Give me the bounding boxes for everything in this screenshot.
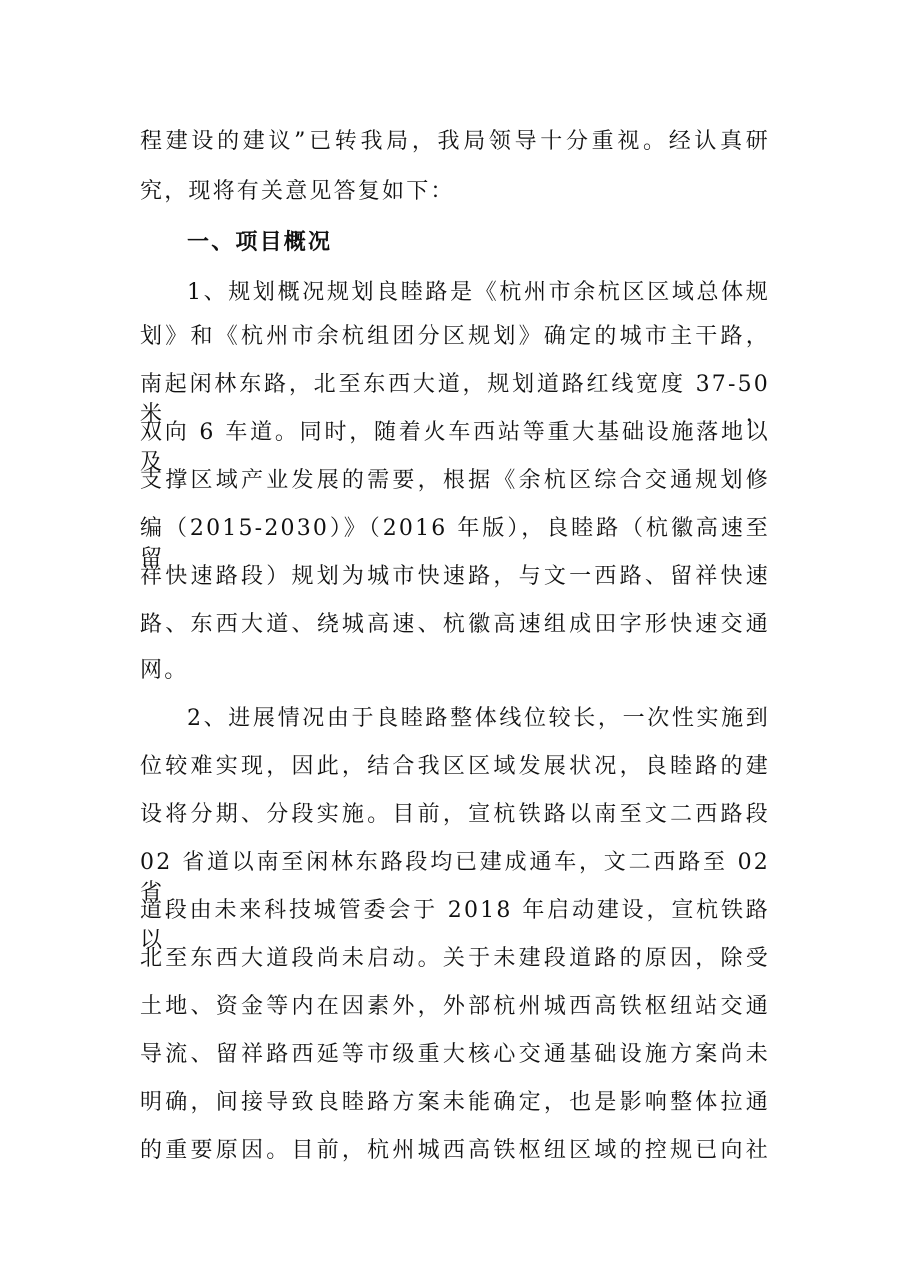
- text-line-19: 土地、资金等内在因素外，外部杭州城西高铁枢纽站交通: [140, 994, 770, 1019]
- text-line-10: 祥快速路段）规划为城市快速路，与文一西路、留祥快速: [140, 564, 770, 589]
- text-line-18: 北至东西大道段尚未启动。关于未建段道路的原因，除受: [140, 946, 770, 971]
- text-line-20: 导流、留祥路西延等市级重大核心交通基础设施方案尚未: [140, 1042, 770, 1067]
- text-line-8: 支撑区域产业发展的需要，根据《余杭区综合交通规划修: [140, 468, 770, 493]
- text-line-6: 南起闲林东路，北至东西大道，规划道路红线宽度 37-50 米，: [140, 372, 770, 427]
- text-line-7: 双向 6 车道。同时，随着火车西站等重大基础设施落地以及: [140, 420, 770, 475]
- text-line-9: 编（2015-2030）》（2016 年版），良睦路（杭徽高速至留: [140, 516, 770, 571]
- text-line-16: 02 省道以南至闲林东路段均已建成通车，文二西路至 02 省: [140, 850, 770, 905]
- section-heading-1: 一、项目概况: [187, 230, 333, 255]
- text-line-2: 究，现将有关意见答复如下：: [140, 179, 455, 204]
- text-line-17: 道段由未来科技城管委会于 2018 年启动建设，宣杭铁路以: [140, 898, 770, 953]
- text-line-22: 的重要原因。目前，杭州城西高铁枢纽区域的控规已向社: [140, 1138, 770, 1163]
- text-line-4: 1、规划概况规划良睦路是《杭州市余杭区区域总体规: [187, 280, 770, 305]
- text-line-1: 程建设的建议”已转我局，我局领导十分重视。经认真研: [140, 129, 770, 154]
- text-line-5: 划》和《杭州市余杭组团分区规划》确定的城市主干路，: [140, 324, 770, 349]
- text-line-14: 位较难实现，因此，结合我区区域发展状况，良睦路的建: [140, 754, 770, 779]
- text-line-12: 网。: [140, 658, 189, 683]
- text-line-11: 路、东西大道、绕城高速、杭徽高速组成田字形快速交通: [140, 612, 770, 637]
- text-line-21: 明确，间接导致良睦路方案未能确定，也是影响整体拉通: [140, 1090, 770, 1115]
- text-line-13: 2、进展情况由于良睦路整体线位较长，一次性实施到: [187, 706, 770, 731]
- text-line-15: 设将分期、分段实施。目前，宣杭铁路以南至文二西路段: [140, 802, 770, 827]
